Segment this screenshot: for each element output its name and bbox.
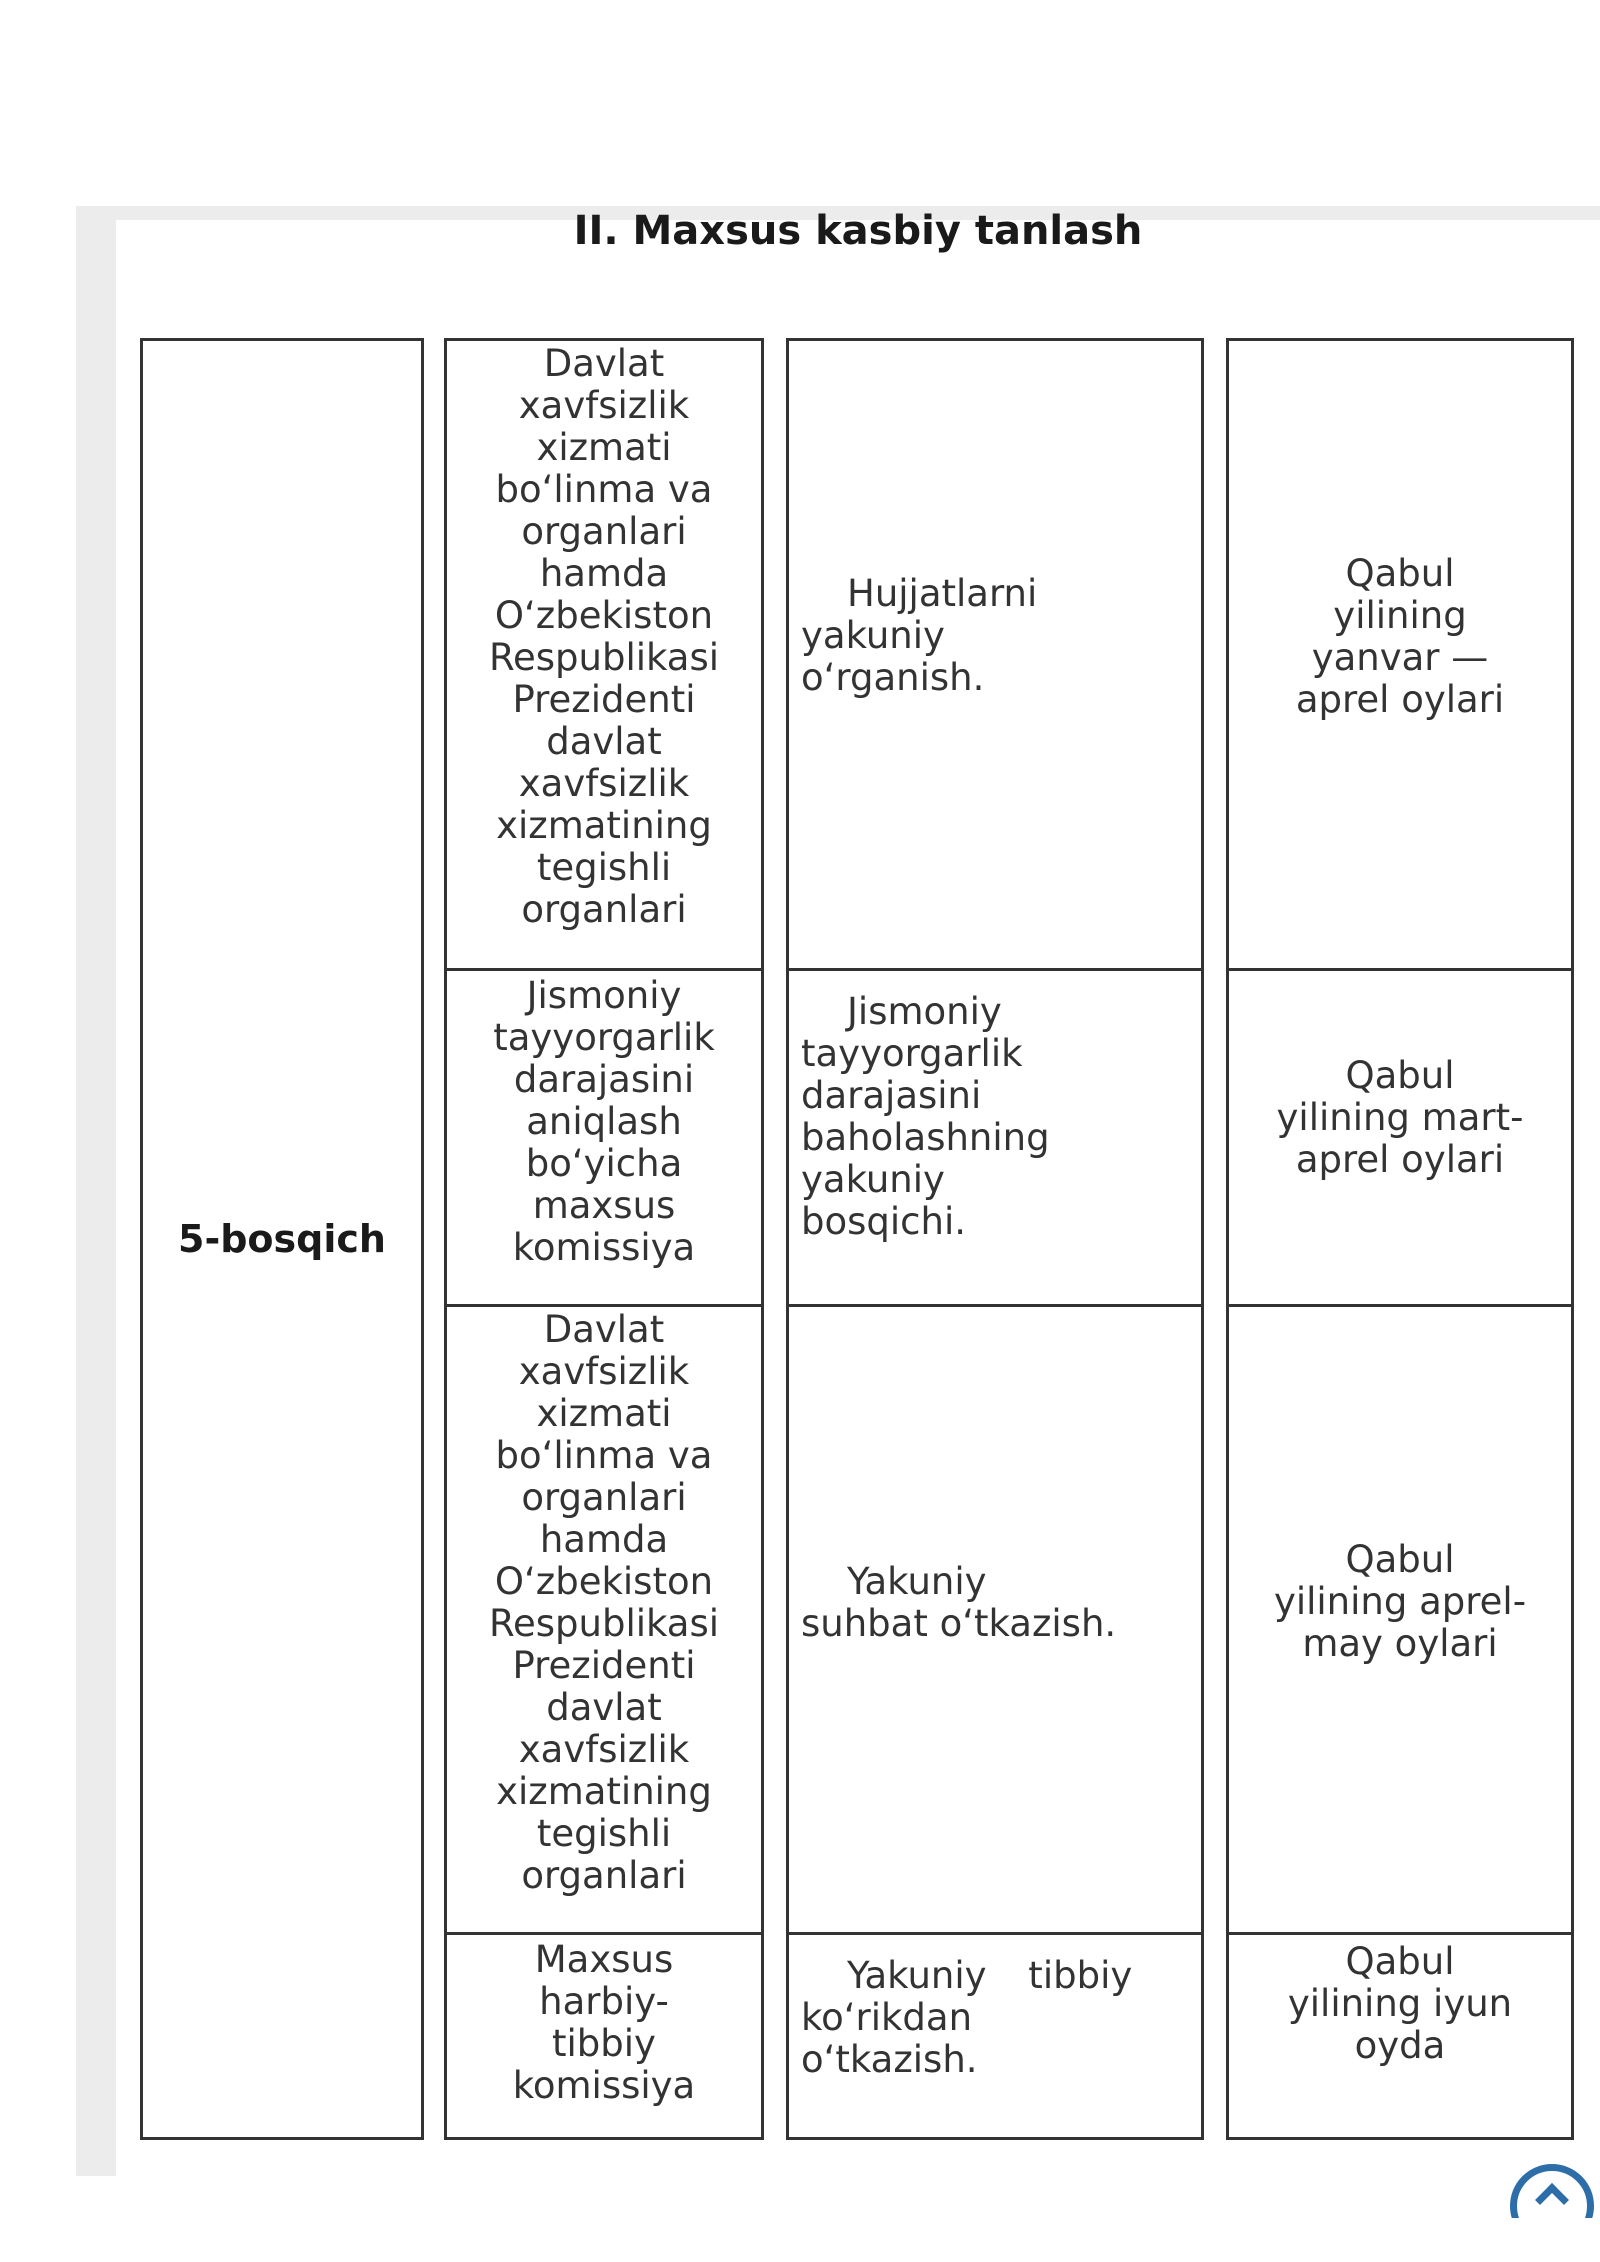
table-cell — [447, 341, 761, 971]
organization-column — [444, 338, 764, 2140]
task-text: Hujjatlarni yakuniy o‘rganish. — [801, 572, 1038, 699]
organization-text: Davlat xavfsizlik xizmati bo‘linma va organlari hamda O‘zbekiston Respublikasi Prezidenti davlat xavfsizlik xizmatining tegishli organlari — [488, 1308, 720, 1897]
period-text: Qabul yilining iyun oyda — [1287, 1940, 1513, 2067]
task-text: Jismoniy tayyorgarlik darajasini baholashning yakuniy bosqichi. — [801, 990, 1050, 1243]
period-text: Qabul yilining yanvar — aprel oylari — [1295, 552, 1505, 721]
task-text: Yakuniy tibbiy ko‘rikdan o‘tkazish. — [801, 1954, 1133, 2081]
period-text: Qabul yilining aprel- may oylari — [1273, 1538, 1527, 1665]
organization-text: Maxsus harbiy- tibbiy komissiya — [512, 1938, 696, 2107]
organization-text: Jismoniy tayyorgarlik darajasini aniqlash bo‘yicha maxsus komissiya — [493, 974, 715, 1269]
table-cell — [1229, 971, 1571, 1307]
section-title: II. Maxsus kasbiy tanlash — [573, 208, 1143, 254]
table-cell — [789, 1935, 1201, 2137]
stage-column — [140, 338, 424, 2140]
table-cell — [789, 341, 1201, 971]
table-cell — [447, 1307, 761, 1935]
table-cell — [447, 971, 761, 1307]
table-cell — [1229, 1307, 1571, 1935]
table-cell — [1229, 1935, 1571, 2137]
table-cell — [1229, 341, 1571, 971]
period-column — [1226, 338, 1574, 2140]
period-text: Qabul yilining mart- aprel oylari — [1276, 1054, 1524, 1181]
scroll-to-top-button[interactable] — [1506, 2158, 1600, 2218]
table-cell — [447, 1935, 761, 2137]
stage-label: 5-bosqich — [178, 1217, 386, 1261]
table-cell — [789, 1307, 1201, 1935]
table-cell — [789, 971, 1201, 1307]
task-column — [786, 338, 1204, 2140]
page-bottom — [76, 2176, 1600, 2262]
task-text: Yakuniy suhbat o‘tkazish. — [801, 1560, 1117, 1645]
organization-text: Davlat xavfsizlik xizmati bo‘linma va organlari hamda O‘zbekiston Respublikasi Prezidenti davlat xavfsizlik xizmatining tegishli organlari — [488, 342, 720, 931]
